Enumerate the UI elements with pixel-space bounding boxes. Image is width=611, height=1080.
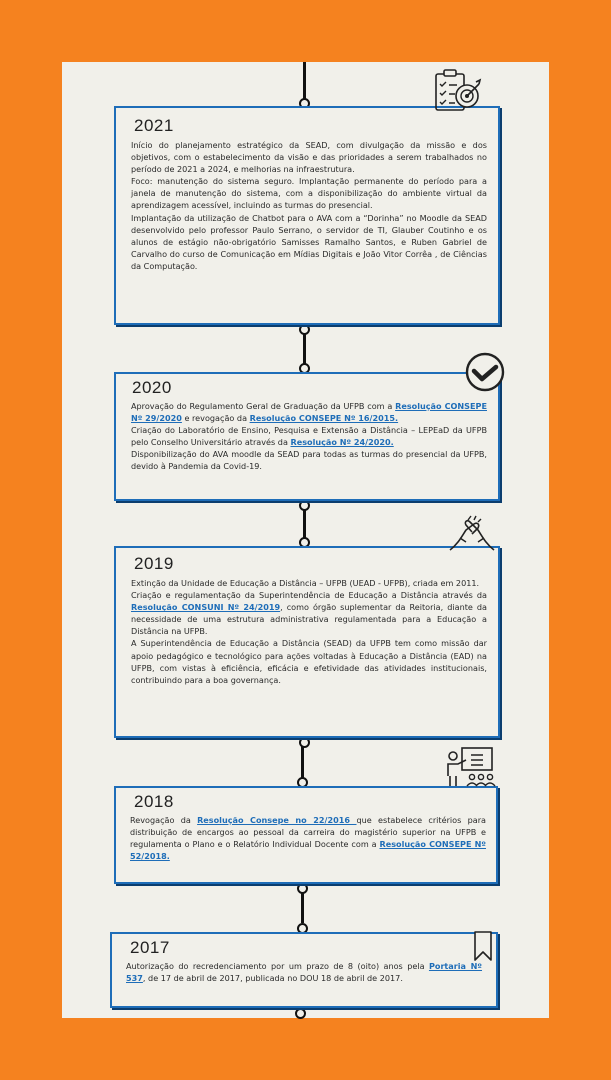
year-label: 2021: [134, 116, 174, 135]
timeline-connector: [301, 746, 304, 778]
timeline-paragraph: [131, 589, 487, 637]
timeline-paragraph: [130, 814, 486, 862]
timeline-text: [131, 577, 487, 686]
timeline-text: [131, 139, 487, 272]
year-label: 2019: [134, 554, 174, 573]
paragraph-text: Início do planejamento estratégico da SEAD, com divulgação da missão e dos objetivos, com o estabelecimento da visão e das prioridades a serem trabalhados no período de 2021 a 2024, e melhorias na infraestrutura.: [131, 140, 487, 175]
paragraph-text: , como órgão suplementar da Reitoria, diante da necessidade de uma estrutura administrativa regulamentada para a Educação a Distância na UFPB.: [131, 602, 487, 637]
timeline-text: [130, 814, 486, 862]
timeline-connector: [301, 892, 304, 923]
timeline-connector: [303, 333, 306, 364]
paragraph-text: Disponibilização do AVA moodle da SEAD para todas as turmas do presencial da UFPB, devido à Pandemia da Covid-19.: [131, 449, 487, 472]
paragraph-text: Autorização do recredenciamento por um prazo de 8 (oito) anos pela: [126, 961, 429, 971]
timeline-text: [126, 960, 482, 984]
resolution-link[interactable]: Resolução CONSEPE Nº 16/2015.: [249, 413, 399, 424]
resolution-link[interactable]: Portaria Nº 537: [126, 961, 483, 984]
timeline-paragraph: [131, 400, 487, 424]
timeline-paragraph: [131, 212, 487, 272]
resolution-link[interactable]: Resolução Nº 24/2020.: [290, 437, 394, 448]
timeline-paragraph: [131, 577, 487, 589]
timeline-text: [131, 400, 487, 473]
timeline-node: [295, 1008, 306, 1019]
paragraph-text: Revogação da: [130, 815, 198, 825]
year-label: 2020: [132, 378, 172, 397]
timeline-connector: [303, 62, 306, 100]
timeline-paragraph: [131, 637, 487, 685]
paragraph-text: que estabelece critérios para distribuição de encargos ao pessoal da carreira do magistério superior na UFPB e regulamenta o Plano e o Relatório Individual Docente com a: [130, 815, 486, 850]
timeline-paragraph: [131, 175, 487, 211]
resolution-link[interactable]: Resolução CONSEPE Nº 52/2018.: [130, 839, 486, 862]
paragraph-text: Foco: manutenção do sistema seguro. Implantação permanente do período para a janela de manutenção do sistema, com a disponibilização do ambiente virtual da aprendizagem acessível, incluindo as turmas do presencial.: [131, 176, 487, 211]
paragraph-text: Aprovação do Regulamento Geral de Graduação da UFPB com a: [131, 401, 396, 411]
timeline-paragraph: [131, 424, 487, 448]
resolution-link[interactable]: Resolução Consepe no 22/2016: [197, 815, 357, 825]
paragraph-text: Extinção da Unidade de Educação a Distância – UFPB (UEAD - UFPB), criada em 2011.: [131, 578, 480, 588]
timeline-paragraph: [126, 960, 482, 984]
paragraph-text: e revogação da: [181, 413, 250, 424]
handshake-icon: [448, 514, 496, 554]
resolution-link[interactable]: Resolução CONSEPE Nº 29/2020: [131, 401, 487, 424]
teacher-presentation-icon: [444, 746, 496, 788]
bookmark-icon: [472, 930, 494, 962]
resolution-link[interactable]: Resolução CONSUNI Nº 24/2019: [131, 602, 281, 613]
paragraph-text: , de 17 de abril de 2017, publicada no DOU 18 de abril de 2017.: [142, 973, 403, 984]
paragraph-text: Criação do Laboratório de Ensino, Pesquisa e Extensão a Distância – LEPEaD da UFPB pelo Conselho Universitário através da: [131, 425, 487, 448]
year-label: 2017: [130, 938, 170, 957]
timeline-paragraph: [131, 448, 487, 472]
timeline-paragraph: [131, 139, 487, 175]
check-badge-icon: [464, 351, 506, 393]
timeline-connector: [303, 509, 306, 539]
paragraph-text: Criação e regulamentação da Superintendência de Educação a Distância através da: [131, 590, 487, 601]
paragraph-text: A Superintendência de Educação a Distância (SEAD) da UFPB tem como missão dar apoio pedagógico e tecnológico para ações voltadas à Educação a Distância (EAD) na UFPB, com vistas à eficiência, eficácia e efetividade das atividades institucionais, contribuindo para a boa governança.: [131, 638, 487, 685]
year-label: 2018: [134, 792, 174, 811]
strategy-checklist-target-icon: [434, 68, 482, 114]
paragraph-text: Implantação da utilização de Chatbot para o AVA com a “Dorinha” no Moodle da SEAD desenvolvido pelo professor Paulo Serrano, o servidor de TI, Glauber Coutinho e os alunos de estágio não-obrigatório Samisses Ramalho Santos, e Ruben Gabriel de Carvalho do curso de Comunicação em Mídias Digitais e João Vitor Corrêa , de Ciências da Computação.: [131, 212, 487, 271]
